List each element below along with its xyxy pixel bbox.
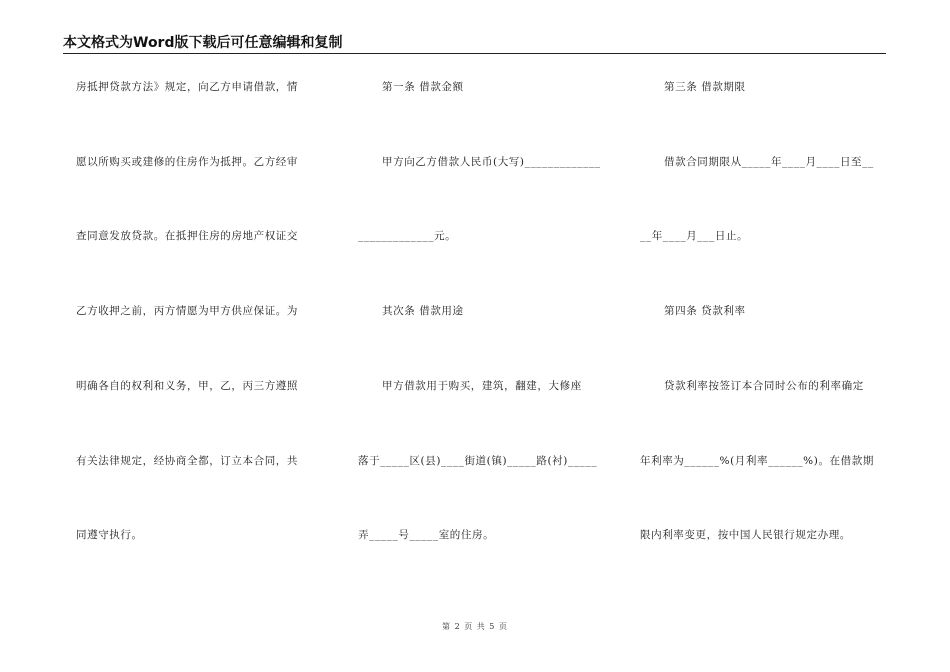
- section-heading: 第三条 借款期限: [664, 81, 746, 93]
- text-line: 愿以所购买或建修的住房作为抵押。乙方经审: [76, 156, 298, 168]
- text-line: 甲方借款用于购买，建筑，翻建，大修座: [382, 380, 582, 392]
- text-line: 乙方收押之前，丙方情愿为甲方供应保证。为: [76, 305, 298, 317]
- section-heading: 第四条 贷款利率: [664, 305, 746, 317]
- text-line: 查同意发放贷款。在抵押住房的房地产权证交: [76, 230, 298, 242]
- text-line: 贷款利率按签订本合同时公布的利率确定: [664, 380, 864, 392]
- text-line: _____________元。: [358, 230, 457, 242]
- text-line: 甲方向乙方借款人民币(大写)_____________: [382, 156, 601, 168]
- page-number: 第 2 页 共 5 页: [442, 622, 508, 631]
- text-line: 落于_____区(县)____街道(镇)_____路(衬)_____: [358, 455, 598, 467]
- text-line: 年利率为______%(月利率______%)。在借款期: [640, 455, 874, 467]
- text-line: 有关法律规定，经协商全都，订立本合同，共: [76, 455, 298, 467]
- header-title: 本文格式为Word版下载后可任意编辑和复制: [63, 35, 343, 51]
- section-heading: 第一条 借款金额: [382, 81, 464, 93]
- text-line: 限内利率变更，按中国人民银行规定办理。: [640, 529, 851, 541]
- text-line: 同遵守执行。: [76, 529, 143, 541]
- text-line: 房抵押贷款方法》规定，向乙方申请借款，情: [76, 81, 298, 93]
- text-line: 明确各自的权利和义务，甲，乙，丙三方遵照: [76, 380, 298, 392]
- text-line: __年____月___日止。: [640, 230, 749, 242]
- text-line: 借款合同期限从_____年____月____日至__: [664, 156, 874, 168]
- page-header: [63, 34, 886, 54]
- text-line: 弄_____号_____室的住房。: [358, 529, 495, 541]
- section-heading: 其次条 借款用途: [382, 305, 464, 317]
